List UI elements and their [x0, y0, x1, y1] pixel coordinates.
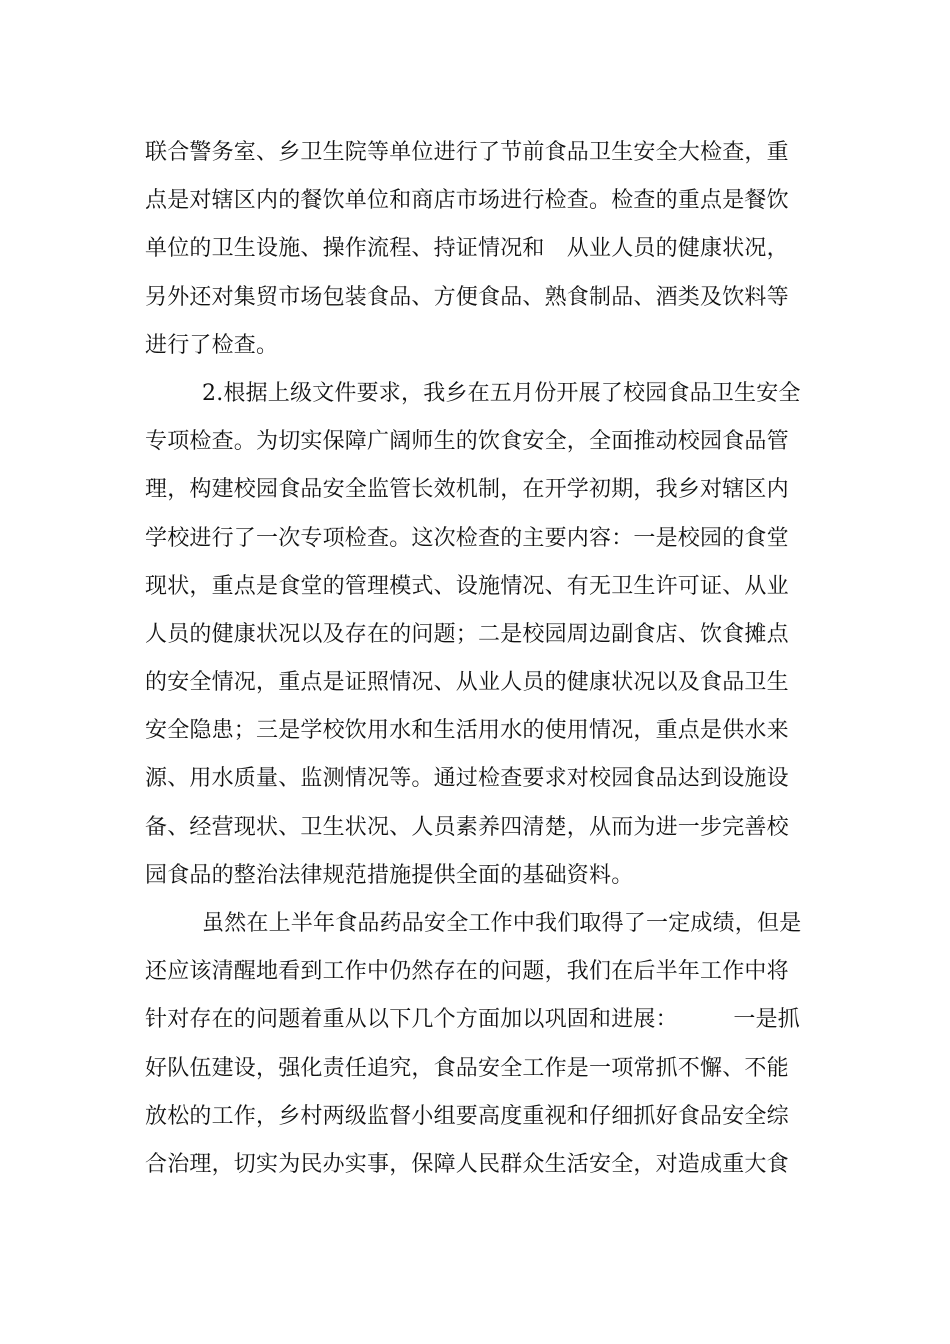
- text-line: 学校进行了一次专项检查。这次检查的主要内容：一是校园的食堂: [145, 525, 789, 551]
- text-line: 进行了检查。: [145, 332, 279, 358]
- text-line: 2.根据上级文件要求，我乡在五月份开展了校园食品卫生安全: [202, 380, 801, 406]
- paragraph-2: [145, 370, 815, 900]
- text-line: 点是对辖区内的餐饮单位和商店市场进行检查。检查的重点是餐饮: [145, 188, 789, 214]
- text-line: 现状，重点是食堂的管理模式、设施情况、有无卫生许可证、从业: [145, 573, 789, 599]
- text-line: 源、用水质量、监测情况等。通过检查要求对校园食品达到设施设: [145, 766, 789, 792]
- text-line: 放松的工作，乡村两级监督小组要高度重视和仔细抓好食品安全综: [145, 1103, 789, 1129]
- text-line: 园食品的整治法律规范措施提供全面的基础资料。: [145, 862, 634, 888]
- text-line: 还应该清醒地看到工作中仍然存在的问题，我们在后半年工作中将: [145, 959, 789, 985]
- text-line: 合治理，切实为民办实事，保障人民群众生活安全，对造成重大食: [145, 1151, 789, 1177]
- text-line: 安全隐患；三是学校饮用水和生活用水的使用情况，重点是供水来: [145, 718, 789, 744]
- text-line: 的安全情况，重点是证照情况、从业人员的健康状况以及食品卫生: [145, 670, 789, 696]
- text-line: 理，构建校园食品安全监管长效机制，在开学初期，我乡对辖区内: [145, 477, 789, 503]
- paragraph-1: [145, 129, 815, 370]
- text-line: 虽然在上半年食品药品安全工作中我们取得了一定成绩，但是: [202, 911, 802, 936]
- document-body: [145, 129, 815, 1189]
- text-line: 好队伍建设，强化责任追究，食品安全工作是一项常抓不懈、不能: [145, 1055, 789, 1081]
- text-line: 另外还对集贸市场包装食品、方便食品、熟食制品、酒类及饮料等: [145, 284, 789, 310]
- text-line: 联合警务室、乡卫生院等单位进行了节前食品卫生安全大检查，重: [145, 140, 789, 165]
- text-line: 针对存在的问题着重从以下几个方面加以巩固和进展： 一是抓: [145, 1007, 801, 1033]
- paragraph-3: [145, 900, 815, 1189]
- text-line: 备、经营现状、卫生状况、人员素养四清楚，从而为进一步完善校: [145, 814, 789, 840]
- text-line: 人员的健康状况以及存在的问题；二是校园周边副食店、饮食摊点: [145, 621, 789, 647]
- text-line: 单位的卫生设施、操作流程、持证情况和 从业人员的健康状况，: [145, 236, 789, 262]
- text-line: 专项检查。为切实保障广阔师生的饮食安全，全面推动校园食品管: [145, 429, 789, 455]
